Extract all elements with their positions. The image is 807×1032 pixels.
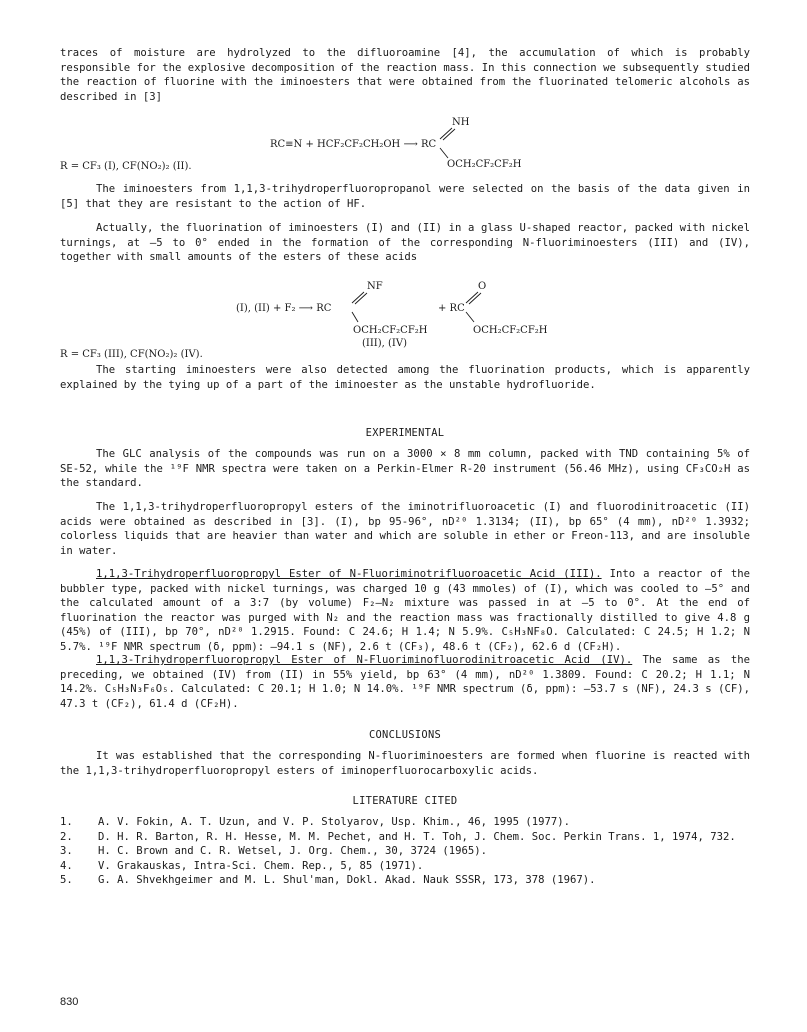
reference-item bbox=[60, 859, 750, 874]
eq2-r-definition: R = CF₃ (III), CF(NO₂)₂ (IV). bbox=[60, 349, 203, 360]
reference-list bbox=[60, 815, 750, 888]
page-number: 830 bbox=[60, 996, 79, 1008]
reference-number: 3. bbox=[60, 845, 73, 857]
eq2-bonds bbox=[0, 278, 807, 348]
eq2-top-group-2: O bbox=[478, 281, 487, 292]
intro-paragraph-3: Actually, the fluorination of iminoesters (I) and (II) in a glass U-shaped reactor, packed with nickel turnings, at –5 to 0° ended in the formation of the corresponding N-fluoriminoesters (III) and (IV), together with small amounts of the esters of these acids bbox=[60, 222, 750, 263]
compound-iv-title: 1,1,3-Trihydroperfluoropropyl Ester of N-Fluoriminofluorodinitroacetic Acid (IV). bbox=[96, 654, 633, 666]
reference-item bbox=[60, 873, 750, 888]
eq1-reactants: RC≡N + HCF₂CF₂CH₂OH ⟶ RC bbox=[270, 139, 437, 150]
intro-paragraph-2: The iminoesters from 1,1,3-trihydroperfluoropropanol were selected on the basis of the data given in [5] that they are resistant to the action of HF. bbox=[60, 183, 750, 210]
experimental-paragraph-2: The 1,1,3-trihydroperfluoropropyl esters of the iminotrifluoroacetic (I) and fluorodinitroacetic (II) acids were obtained as described in [3]. (I), bp 95-96°, nD²⁰ 1.3134; (II), bp 65° (4 mm), nD²⁰ 1.3932; colorless liquids that are heavier than water and which are soluble in ether or Freon-113, and are insoluble in water. bbox=[60, 501, 750, 557]
experimental-paragraph-4 bbox=[60, 653, 750, 711]
eq1-bottom-group: OCH₂CF₂CF₂H bbox=[447, 159, 522, 170]
eq1-r-definition: R = CF₃ (I), CF(NO₂)₂ (II). bbox=[60, 161, 192, 172]
eq2-product-label: (III), (IV) bbox=[362, 338, 407, 349]
reference-text: V. Grakauskas, Intra-Sci. Chem. Rep., 5, 85 (1971). bbox=[98, 859, 424, 872]
intro-paragraph-4: The starting iminoesters were also detected among the fluorination products, which is apparently explained by the tying up of a part of the iminoester as the unstable hydrofluoride. bbox=[60, 364, 750, 391]
reaction-equation-2 bbox=[0, 278, 807, 348]
eq2-bottom-group-1: OCH₂CF₂CF₂H bbox=[353, 325, 428, 336]
reference-number: 2. bbox=[60, 830, 73, 843]
compound-iii-body: Into a reactor of the bubbler type, packed with nickel turnings, was charged 10 g (43 mmoles) of (I), which was cooled to –5° and the calculated amount of a 3:7 (by volume) F₂–N₂ mixture was passed in at –5 to 0°. At the end of fluorination the reactor was purged with N₂ and the reaction mass was fractionally distilled to give 4.8 g (45%) of (III), bp 70°, nD²⁰ 1.2915. Found: C 24.6; H 1.4; N 5.9%. C₅H₃NF₈O. Calculated: C 24.5; H 1.2; N 5.7%. ¹⁹F NMR spectrum (δ, ppm): –94.1 s (NF), 2.6 t (CF₃), 48.6 t (CF₂), 62.6 d (CF₂H). bbox=[60, 568, 750, 653]
experimental-paragraph-1: The GLC analysis of the compounds was run on a 3000 × 8 mm column, packed with TND containing 5% of SE-52, while the ¹⁹F NMR spectra were taken on a Perkin-Elmer R-20 instrument (56.46 MHz), using CF₃CO₂H as the standard. bbox=[60, 448, 750, 489]
experimental-heading: EXPERIMENTAL bbox=[365, 427, 445, 439]
compound-iii-title: 1,1,3-Trihydroperfluoropropyl Ester of N-Fluoriminotrifluoroacetic Acid (III). bbox=[96, 568, 602, 580]
reference-number: 5. bbox=[60, 874, 73, 886]
conclusions-heading: CONCLUSIONS bbox=[368, 729, 442, 741]
eq1-top-group: NH bbox=[452, 117, 470, 128]
reference-number: 1. bbox=[60, 816, 73, 828]
eq2-bottom-group-2: OCH₂CF₂CF₂H bbox=[473, 325, 548, 336]
eq2-reactants: (I), (II) + F₂ ⟶ RC bbox=[236, 303, 332, 314]
eq2-plus-group: + RC bbox=[438, 303, 465, 314]
intro-paragraph-1: traces of moisture are hydrolyzed to the difluoroamine [4], the accumulation of which is probably responsible for the explosive decomposition of the reaction mass. In this connection we subsequently studied the reaction of fluorine with the iminoesters that were obtained from the fluorinated telomeric alcohols as described in [3] bbox=[60, 47, 750, 103]
reference-text: D. H. R. Barton, R. H. Hesse, M. M. Pechet, and H. T. Toh, J. Chem. Soc. Perkin Trans. 1, 1974, 732. bbox=[98, 830, 736, 843]
compound-iv-body: The same as the preceding, we obtained (IV) from (II) in 55% yield, bp 63° (4 mm), nD²⁰ 1.3809. Found: C 20.2; H 1.1; N 14.2%. C₅H₃N₃F₆O₅. Calculated: C 20.1; H 1.0; N 14.0%. ¹⁹F NMR spectrum (δ, ppm): –53.7 s (NF), 24.3 s (CF), 47.3 t (CF₂), 61.4 d (CF₂H). bbox=[60, 654, 750, 710]
reference-text: A. V. Fokin, A. T. Uzun, and V. P. Stolyarov, Usp. Khim., 46, 1995 (1977). bbox=[98, 816, 570, 828]
reference-text: G. A. Shvekhgeimer and M. L. Shul'man, Dokl. Akad. Nauk SSSR, 173, 378 (1967). bbox=[98, 874, 596, 886]
conclusions-text: It was established that the corresponding N-fluoriminoesters are formed when fluorine is reacted with the 1,1,3-trihydroperfluoropropyl esters of iminoperfluorocarboxylic acids. bbox=[60, 750, 750, 777]
reference-item bbox=[60, 844, 750, 859]
eq2-top-group-1: NF bbox=[367, 281, 383, 292]
reference-item bbox=[60, 815, 750, 830]
reference-text: H. C. Brown and C. R. Wetsel, J. Org. Chem., 30, 3724 (1965). bbox=[98, 845, 488, 857]
reference-item bbox=[60, 830, 750, 845]
literature-heading: LITERATURE CITED bbox=[352, 795, 458, 807]
experimental-paragraph-3 bbox=[60, 567, 750, 654]
reference-number: 4. bbox=[60, 859, 73, 872]
